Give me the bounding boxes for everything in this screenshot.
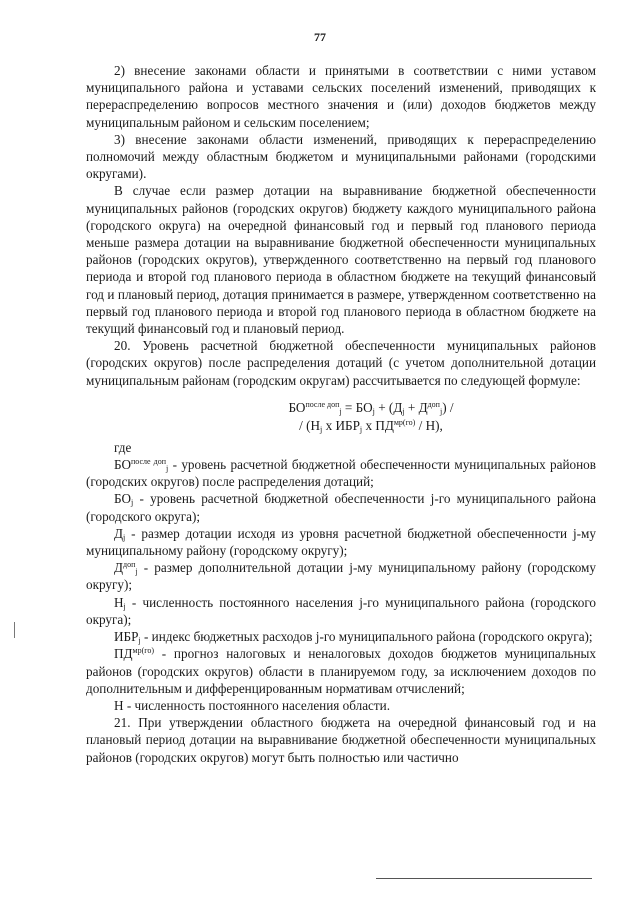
paragraph-item-2: 2) внесение законами области и принятыми в соответствии с ними уставом муниципального района и уставами сельских поселений изменений, приводящих к перераспределению вопросов местного значения и (или) доходов бюджетов между муниципальным районом и сельским поселением; — [86, 63, 596, 130]
paragraph-20: 20. Уровень расчетной бюджетной обеспеченности муниципальных районов (городских округов) после распределения дотаций (с учетом дополнительной дотации муниципальным районам (городским округам) рассчитывается по следующей формуле: — [86, 338, 596, 388]
paragraph-item-3: 3) внесение законами области изменений, приводящих к перераспределению полномочий между областным бюджетом и муниципальными районами (городскими округами). — [86, 131, 596, 182]
margin-mark — [14, 622, 15, 638]
definition-ibr-j: $ИБР_j$ - индекс бюджетных расходов j-го муниципального района (городского округа); — [114, 629, 593, 646]
definition-bo-after: $БО^{после доп}_j$ - уровень расчетной бюджетной обеспеченности муниципальных районов (городских округов) после распределения дотаций; — [86, 457, 596, 490]
definition-bo-j: $БО_j$ - уровень расчетной бюджетной обеспеченности j-го муниципального района (городского округа); — [86, 491, 596, 524]
document-body — [86, 62, 596, 766]
definition-n: Н - численность постоянного населения области. — [114, 697, 391, 713]
formula-line-1: $БО^{после доп}_j = БО_j + (Д_j + Д^{доп}_j)$ / — [288, 399, 454, 416]
definition-d-dop-j: $Д^{доп}_j$ - размер дополнительной дотации j-му муниципальному району (городскому округу); — [86, 560, 596, 593]
definition-pd: $ПД^{мр(го)}$ - прогноз налоговых и неналоговых доходов бюджетов муниципальных районов (городских округов) области в планируемом году, за исключением доходов по дополнительным и дифференцированным нормативам отчислений; — [86, 646, 596, 696]
definition-n-j: $Н_j$ - численность постоянного населения j-го муниципального района (городского округа); — [86, 594, 596, 627]
definition-d-j: $Д_j$ - размер дотации исходя из уровня расчетной бюджетной обеспеченности j-му муниципальному району (городскому округу); — [86, 525, 596, 559]
footer-rule — [376, 878, 592, 879]
formula — [86, 399, 596, 435]
where-label: где — [114, 439, 132, 455]
page-number: 77 — [314, 30, 326, 44]
paragraph-dotation-rule: В случае если размер дотации на выравнивание бюджетной обеспеченности муниципальных районов (городских округов) бюджету каждого муниципального района (городского округа) на очередной финансовый год и первый год планового периода меньше размера дотации на выравнивание бюджетной обеспеченности муниципальных районов (городских округов), утвержденного соответственно на первый год планового периода и второй год планового периода в областном бюджете на текущий финансовый год и плановый период, дотация принимается в размере, утвержденном соответственно на первый год планового периода и второй год планового периода в областном бюджете на текущий финансовый год и плановый период. — [86, 183, 596, 337]
formula-line-2: / ($Н_j$ х $ИБР_j$ х $ПД^{мр(го)} / Н$), — [299, 417, 443, 434]
paragraph-21: 21. При утверждении областного бюджета на очередной финансовый год и на плановый период дотации на выравнивание бюджетной обеспеченности муниципальных районов (городских округов) могут быть полностью или частично — [86, 715, 596, 765]
